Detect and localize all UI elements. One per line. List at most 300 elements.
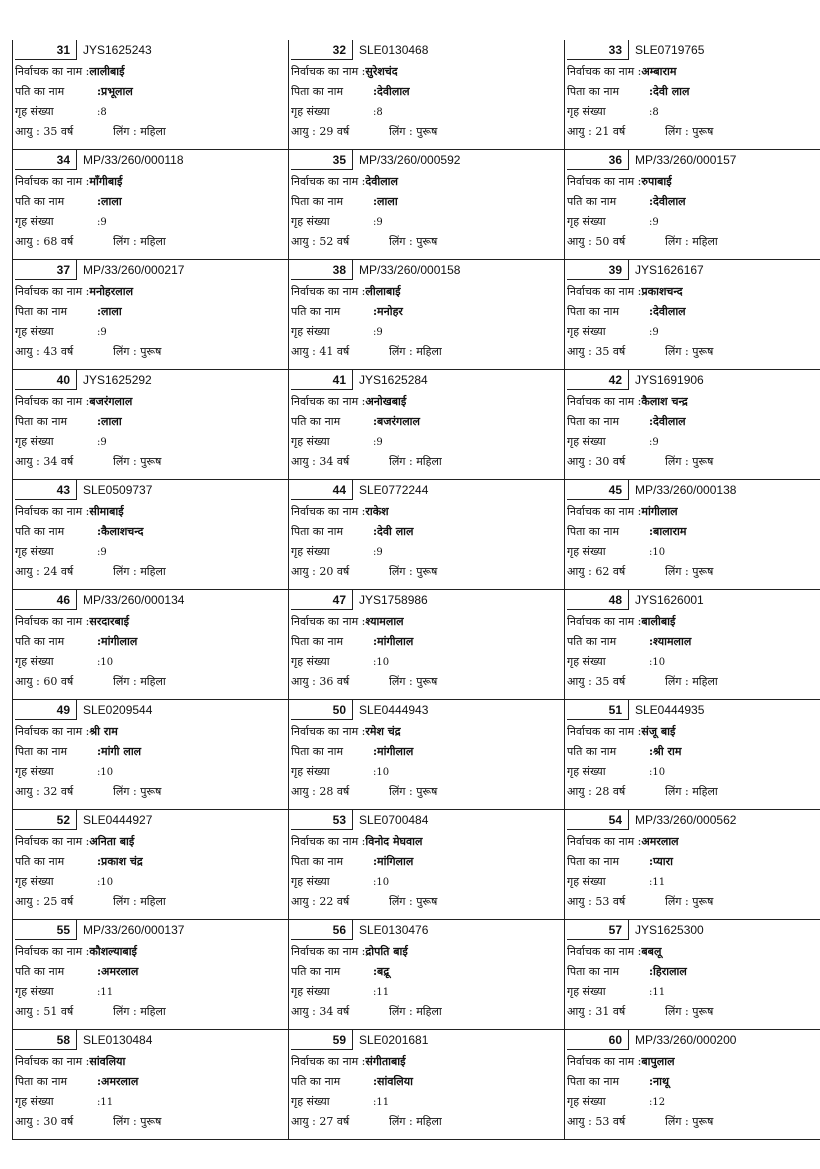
age-gender-row (289, 452, 564, 472)
serial-number: 46 (15, 590, 77, 610)
epic-number: JYS1625300 (635, 923, 704, 937)
elector-name-row (289, 502, 564, 522)
relation-label: पिता का नाम (567, 965, 620, 978)
age-gender-row (289, 892, 564, 912)
voter-card (12, 40, 288, 150)
house-number: :10 (649, 767, 666, 778)
house-number-row (13, 322, 288, 342)
voter-card (12, 150, 288, 260)
elector-name-label: निर्वाचक का नाम : (15, 945, 90, 958)
elector-name-row (13, 1052, 288, 1072)
elector-name-label: निर्वाचक का नाम : (567, 285, 642, 298)
elector-name-label: निर्वाचक का नाम : (291, 505, 366, 518)
voter-card-header (13, 810, 288, 832)
elector-name-label: निर्वाचक का नाम : (567, 945, 642, 958)
epic-number: SLE0444943 (359, 703, 429, 717)
elector-name-label: निर्वाचक का नाम : (567, 65, 642, 78)
relation-label: पति का नाम (291, 1075, 341, 1088)
age-gender-row (13, 452, 288, 472)
age: आयु : 34 वर्ष (291, 455, 350, 468)
voter-card-header (289, 480, 564, 502)
relative-name-row (13, 632, 288, 652)
gender: लिंग : महिला (113, 675, 166, 688)
serial-number: 51 (567, 700, 629, 720)
house-number: :10 (373, 767, 390, 778)
serial-number: 31 (15, 40, 77, 60)
house-number-label: गृह संख्या (15, 105, 54, 118)
age-gender-row (565, 782, 820, 802)
gender: लिंग : महिला (389, 345, 442, 358)
elector-name-label: निर्वाचक का नाम : (291, 395, 366, 408)
elector-name-row (565, 722, 820, 742)
house-number-label: गृह संख्या (567, 215, 606, 228)
serial-number: 53 (291, 810, 353, 830)
serial-number: 38 (291, 260, 353, 280)
house-number-row (565, 542, 820, 562)
relation-label: पिता का नाम (291, 525, 344, 538)
age: आयु : 31 वर्ष (567, 1005, 626, 1018)
voter-card (12, 810, 288, 920)
elector-name-row (13, 722, 288, 742)
elector-name-label: निर्वाचक का नाम : (15, 285, 90, 298)
gender: लिंग : पुरूष (389, 785, 438, 798)
age-gender-row (13, 342, 288, 362)
voter-card-header (565, 700, 820, 722)
voter-card-header (565, 40, 820, 62)
gender: लिंग : पुरूष (665, 125, 714, 138)
relative-name: :लाला (97, 305, 122, 318)
voter-card-header (13, 1030, 288, 1052)
voter-card-header (565, 590, 820, 612)
gender: लिंग : पुरूष (389, 895, 438, 908)
elector-name-label: निर्वाचक का नाम : (567, 615, 642, 628)
voter-card (288, 810, 564, 920)
age-gender-row (13, 782, 288, 802)
voter-card-header (289, 810, 564, 832)
elector-name: संगीताबाई (365, 1055, 406, 1068)
gender: लिंग : महिला (113, 125, 166, 138)
relative-name-row (565, 522, 820, 542)
relative-name: :प्रभूलाल (97, 85, 133, 98)
age-gender-row (13, 892, 288, 912)
house-number: :10 (373, 877, 390, 888)
house-number-label: गृह संख्या (291, 545, 330, 558)
relative-name-row (289, 82, 564, 102)
elector-name-row (13, 172, 288, 192)
relative-name-row (13, 522, 288, 542)
epic-number: MP/33/260/000137 (83, 923, 185, 937)
relation-label: पिता का नाम (567, 855, 620, 868)
voter-card (564, 590, 820, 700)
elector-name: विनोद मेघवाल (365, 835, 423, 848)
house-number-label: गृह संख्या (567, 435, 606, 448)
house-number-label: गृह संख्या (567, 985, 606, 998)
elector-name-row (565, 502, 820, 522)
house-number-label: गृह संख्या (291, 765, 330, 778)
gender: लिंग : महिला (113, 565, 166, 578)
relative-name-row (565, 742, 820, 762)
relative-name-row (565, 1072, 820, 1092)
elector-name: सुरेशचंद (365, 65, 398, 78)
elector-name-row (289, 942, 564, 962)
house-number-label: गृह संख्या (15, 215, 54, 228)
age-gender-row (13, 562, 288, 582)
voter-card-header (289, 150, 564, 172)
voter-card (288, 260, 564, 370)
elector-name: बजरंगलाल (89, 395, 133, 408)
voter-card (564, 40, 820, 150)
elector-name: सीमाबाई (89, 505, 124, 518)
relative-name: :देवी लाल (649, 85, 690, 98)
voter-card-header (565, 150, 820, 172)
relative-name-row (565, 192, 820, 212)
voter-card (12, 260, 288, 370)
relation-label: पति का नाम (15, 195, 65, 208)
age-gender-row (289, 1112, 564, 1132)
gender: लिंग : पुरूष (665, 565, 714, 578)
age-gender-row (289, 122, 564, 142)
epic-number: SLE0700484 (359, 813, 429, 827)
relation-label: पति का नाम (15, 525, 65, 538)
house-number-row (13, 762, 288, 782)
relation-label: पिता का नाम (15, 305, 68, 318)
elector-name-label: निर्वाचक का नाम : (15, 65, 90, 78)
house-number-row (13, 652, 288, 672)
house-number: :10 (97, 657, 114, 668)
elector-name-label: निर्वाचक का नाम : (15, 835, 90, 848)
epic-number: JYS1626167 (635, 263, 704, 277)
voter-card-header (289, 700, 564, 722)
epic-number: SLE0130484 (83, 1033, 153, 1047)
relative-name-row (289, 192, 564, 212)
house-number: :9 (97, 437, 107, 448)
epic-number: MP/33/260/000134 (83, 593, 185, 607)
voter-card-header (289, 590, 564, 612)
age: आयु : 34 वर्ष (291, 1005, 350, 1018)
elector-name-label: निर्वाचक का नाम : (291, 615, 366, 628)
house-number-label: गृह संख्या (15, 325, 54, 338)
relative-name: :मांगीलाल (97, 635, 138, 648)
relation-label: पिता का नाम (291, 855, 344, 868)
age-gender-row (289, 782, 564, 802)
relative-name: :देवीलाल (649, 195, 686, 208)
house-number-row (565, 1092, 820, 1112)
relative-name: :देवीलाल (373, 85, 410, 98)
elector-name-label: निर्वाचक का नाम : (15, 175, 90, 188)
house-number-label: गृह संख्या (291, 655, 330, 668)
house-number-row (289, 872, 564, 892)
gender: लिंग : महिला (389, 1005, 442, 1018)
serial-number: 33 (567, 40, 629, 60)
elector-name-row (565, 392, 820, 412)
relative-name-row (13, 962, 288, 982)
elector-name: मांगीलाल (641, 505, 678, 518)
voter-card (288, 1030, 564, 1140)
house-number-label: गृह संख्या (15, 435, 54, 448)
serial-number: 55 (15, 920, 77, 940)
elector-name-row (289, 172, 564, 192)
house-number-label: गृह संख्या (291, 985, 330, 998)
elector-name-row (565, 942, 820, 962)
voter-card-header (565, 920, 820, 942)
serial-number: 49 (15, 700, 77, 720)
epic-number: SLE0444927 (83, 813, 153, 827)
elector-name-row (565, 282, 820, 302)
epic-number: MP/33/260/000592 (359, 153, 461, 167)
serial-number: 43 (15, 480, 77, 500)
voter-card-header (289, 40, 564, 62)
age-gender-row (289, 672, 564, 692)
house-number-row (13, 102, 288, 122)
serial-number: 56 (291, 920, 353, 940)
relative-name: :बजरंगलाल (373, 415, 420, 428)
age: आयु : 35 वर्ष (15, 125, 74, 138)
serial-number: 34 (15, 150, 77, 170)
house-number: :9 (649, 437, 659, 448)
elector-name: कैलाश चन्द्र (641, 395, 688, 408)
serial-number: 59 (291, 1030, 353, 1050)
relative-name: :अमरलाल (97, 1075, 139, 1088)
gender: लिंग : महिला (389, 1115, 442, 1128)
elector-name: रुपाबाई (641, 175, 672, 188)
elector-name-row (13, 832, 288, 852)
serial-number: 57 (567, 920, 629, 940)
house-number-label: गृह संख्या (15, 1095, 54, 1108)
elector-name-row (289, 392, 564, 412)
house-number-label: गृह संख्या (15, 765, 54, 778)
house-number: :9 (649, 327, 659, 338)
age: आयु : 24 वर्ष (15, 565, 74, 578)
house-number-label: गृह संख्या (567, 875, 606, 888)
gender: लिंग : महिला (665, 675, 718, 688)
house-number: :9 (97, 217, 107, 228)
age: आयु : 32 वर्ष (15, 785, 74, 798)
elector-name-row (13, 612, 288, 632)
elector-name-label: निर्वाचक का नाम : (567, 395, 642, 408)
elector-name-label: निर्वाचक का नाम : (567, 505, 642, 518)
elector-name-label: निर्वाचक का नाम : (15, 1055, 90, 1068)
epic-number: MP/33/260/000217 (83, 263, 185, 277)
epic-number: JYS1758986 (359, 593, 428, 607)
relative-name-row (565, 302, 820, 322)
relative-name: :नाथू (649, 1075, 670, 1088)
age: आयु : 20 वर्ष (291, 565, 350, 578)
voter-card (288, 150, 564, 260)
serial-number: 58 (15, 1030, 77, 1050)
house-number-row (289, 322, 564, 342)
elector-name: श्री राम (89, 725, 118, 738)
house-number-row (13, 872, 288, 892)
relative-name: :बालाराम (649, 525, 687, 538)
epic-number: MP/33/260/000562 (635, 813, 737, 827)
relative-name: :देवीलाल (649, 305, 686, 318)
voter-card (564, 150, 820, 260)
age: आयु : 28 वर्ष (291, 785, 350, 798)
relative-name-row (289, 302, 564, 322)
relative-name-row (565, 962, 820, 982)
house-number-row (565, 322, 820, 342)
voter-card (288, 370, 564, 480)
house-number: :8 (649, 107, 659, 118)
age: आयु : 21 वर्ष (567, 125, 626, 138)
age: आयु : 35 वर्ष (567, 345, 626, 358)
house-number-label: गृह संख्या (291, 435, 330, 448)
house-number-row (289, 1092, 564, 1112)
age: आयु : 36 वर्ष (291, 675, 350, 688)
house-number: :10 (97, 877, 114, 888)
age: आयु : 34 वर्ष (15, 455, 74, 468)
epic-number: SLE0201681 (359, 1033, 429, 1047)
epic-number: SLE0772244 (359, 483, 429, 497)
age-gender-row (13, 672, 288, 692)
age-gender-row (565, 562, 820, 582)
voter-card (564, 810, 820, 920)
house-number-label: गृह संख्या (567, 325, 606, 338)
elector-name: देवीलाल (365, 175, 398, 188)
age-gender-row (13, 122, 288, 142)
gender: लिंग : पुरूष (389, 675, 438, 688)
relation-label: पिता का नाम (15, 415, 68, 428)
elector-name: सरदारबाई (89, 615, 130, 628)
relation-label: पति का नाम (291, 305, 341, 318)
house-number-label: गृह संख्या (15, 545, 54, 558)
elector-name-row (289, 282, 564, 302)
elector-name-label: निर्वाचक का नाम : (291, 65, 366, 78)
elector-name: राकेश (365, 505, 389, 518)
voter-card-header (565, 480, 820, 502)
age: आयु : 53 वर्ष (567, 895, 626, 908)
relation-label: पति का नाम (291, 965, 341, 978)
age-gender-row (289, 562, 564, 582)
house-number: :9 (373, 217, 383, 228)
age-gender-row (565, 1112, 820, 1132)
age: आयु : 53 वर्ष (567, 1115, 626, 1128)
relative-name-row (13, 742, 288, 762)
relation-label: पिता का नाम (567, 85, 620, 98)
epic-number: MP/33/260/000158 (359, 263, 461, 277)
house-number: :12 (649, 1097, 666, 1108)
relation-label: पति का नाम (15, 635, 65, 648)
voter-card (12, 590, 288, 700)
house-number-label: गृह संख्या (567, 545, 606, 558)
elector-name-row (565, 62, 820, 82)
house-number-label: गृह संख्या (291, 215, 330, 228)
relative-name: :श्यामलाल (649, 635, 692, 648)
house-number-row (13, 1092, 288, 1112)
elector-name: लालीबाई (89, 65, 125, 78)
gender: लिंग : पुरूष (665, 1115, 714, 1128)
relative-name: :हिरालाल (649, 965, 687, 978)
voter-card (12, 370, 288, 480)
elector-name-row (13, 942, 288, 962)
serial-number: 47 (291, 590, 353, 610)
house-number-label: गृह संख्या (15, 655, 54, 668)
voter-card-header (13, 480, 288, 502)
relative-name-row (565, 82, 820, 102)
house-number: :10 (373, 657, 390, 668)
relative-name: :बद्रू (373, 965, 390, 978)
serial-number: 36 (567, 150, 629, 170)
age: आयु : 62 वर्ष (567, 565, 626, 578)
elector-name: श्यामलाल (365, 615, 404, 628)
serial-number: 39 (567, 260, 629, 280)
voter-card (288, 920, 564, 1030)
elector-name: मनोहरलाल (89, 285, 134, 298)
voter-card-header (289, 260, 564, 282)
elector-name-row (565, 832, 820, 852)
serial-number: 42 (567, 370, 629, 390)
house-number-row (289, 432, 564, 452)
elector-name-row (289, 722, 564, 742)
relation-label: पिता का नाम (15, 745, 68, 758)
serial-number: 37 (15, 260, 77, 280)
voter-card-header (289, 370, 564, 392)
elector-name-row (13, 282, 288, 302)
elector-name-label: निर्वाचक का नाम : (567, 175, 642, 188)
elector-name-row (565, 612, 820, 632)
epic-number: JYS1625292 (83, 373, 152, 387)
elector-name: द्रोपति बाई (365, 945, 408, 958)
relation-label: पति का नाम (567, 635, 617, 648)
house-number: :11 (649, 987, 666, 998)
voter-card (12, 700, 288, 810)
age-gender-row (565, 342, 820, 362)
elector-name-label: निर्वाचक का नाम : (291, 725, 366, 738)
age: आयु : 43 वर्ष (15, 345, 74, 358)
epic-number: MP/33/260/000138 (635, 483, 737, 497)
elector-name-row (289, 1052, 564, 1072)
house-number-label: गृह संख्या (567, 655, 606, 668)
house-number-row (289, 762, 564, 782)
relative-name: :मांगीलाल (373, 745, 414, 758)
house-number-row (289, 652, 564, 672)
house-number-row (13, 982, 288, 1002)
relation-label: पति का नाम (15, 85, 65, 98)
age-gender-row (289, 342, 564, 362)
age: आयु : 30 वर्ष (15, 1115, 74, 1128)
serial-number: 32 (291, 40, 353, 60)
gender: लिंग : महिला (113, 895, 166, 908)
house-number: :9 (649, 217, 659, 228)
house-number-row (289, 542, 564, 562)
relative-name-row (289, 742, 564, 762)
electoral-roll-grid (12, 40, 809, 1140)
elector-name-row (289, 62, 564, 82)
house-number: :11 (649, 877, 666, 888)
relative-name-row (13, 1072, 288, 1092)
house-number-label: गृह संख्या (291, 325, 330, 338)
relative-name-row (289, 852, 564, 872)
serial-number: 50 (291, 700, 353, 720)
voter-card-header (565, 1030, 820, 1052)
voter-card-header (565, 260, 820, 282)
house-number: :11 (373, 1097, 390, 1108)
age: आयु : 50 वर्ष (567, 235, 626, 248)
house-number-label: गृह संख्या (567, 1095, 606, 1108)
epic-number: JYS1625243 (83, 43, 152, 57)
voter-card-header (289, 1030, 564, 1052)
elector-name: अमरलाल (641, 835, 679, 848)
elector-name-label: निर्वाचक का नाम : (567, 835, 642, 848)
gender: लिंग : पुरूष (113, 785, 162, 798)
elector-name: अनोखबाई (365, 395, 407, 408)
relative-name-row (289, 632, 564, 652)
voter-card (12, 480, 288, 590)
gender: लिंग : पुरूष (389, 565, 438, 578)
house-number-row (565, 102, 820, 122)
elector-name-row (289, 832, 564, 852)
age: आयु : 27 वर्ष (291, 1115, 350, 1128)
